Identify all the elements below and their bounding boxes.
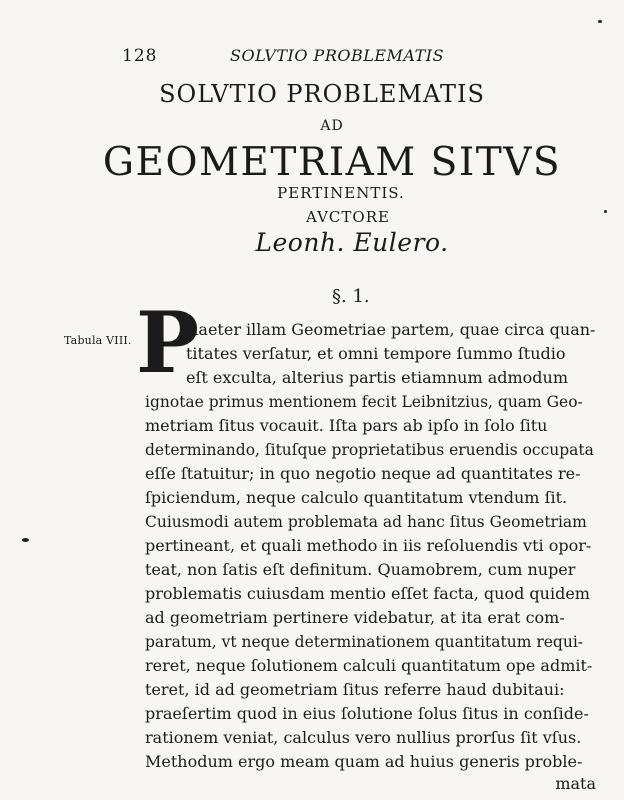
ink-speck: [604, 210, 607, 213]
text-line: praeſertim quod in eius ſolutione ſolus ſitus in conſide-: [145, 704, 589, 723]
section-heading: §. 1.: [332, 286, 370, 307]
ink-speck: [598, 20, 602, 23]
title-line-pertinentis: PERTINENTIS.: [277, 184, 405, 202]
text-line: problematis cuiusdam mentio eſſet facta, quod quidem: [145, 584, 590, 603]
text-line: titates verſatur, et omni tempore ſummo ſtudio: [186, 344, 566, 363]
text-line: ignotae primus mentionem fecit Leibnitzius, quam Geo-: [145, 393, 583, 411]
text-line: teret, id ad geometriam ſitus referre haud dubitaui:: [145, 680, 565, 699]
page-number: 128: [122, 46, 158, 66]
text-line: Raeter illam Geometriae partem, quae circa quan-: [186, 320, 596, 339]
text-line: eſſe ſtatuitur; in quo negotio neque ad quantitates re-: [145, 464, 581, 483]
author-name: Leonh. Eulero.: [255, 228, 449, 257]
text-line: pertineant, et quali methodo in iis reſoluendis vti opor-: [145, 536, 592, 555]
title-line-auctore: AVCTORE: [306, 208, 390, 226]
running-title: SOLVTIO PROBLEMATIS: [230, 46, 445, 65]
text-line: Methodum ergo meam quam ad huius generis proble-: [145, 752, 583, 771]
text-line: determinando, ſituſque proprietatibus eruendis occupata: [145, 441, 594, 459]
text-line: rationem veniat, calculus vero nullius prorſus ſit vſus.: [145, 728, 582, 747]
text-line: teat, non ſatis eſt definitum. Quamobrem, cum nuper: [145, 560, 576, 579]
drop-cap: P: [136, 293, 200, 392]
text-line: Cuiusmodi autem problemata ad hanc ſitus Geometriam: [145, 513, 587, 531]
text-line: ad geometriam pertinere videbatur, at ita erat com-: [145, 608, 565, 627]
margin-note: Tabula VIII.: [64, 334, 132, 347]
title-line-geometriam: GEOMETRIAM SITVS: [102, 140, 562, 185]
title-line-solutio: SOLVTIO PROBLEMATIS: [159, 80, 485, 108]
text-line: paratum, vt neque determinationem quantitatum requi-: [145, 633, 584, 651]
text-line: eſt exculta, alterius partis etiamnum admodum: [186, 368, 569, 387]
text-line: ſpiciendum, neque calculo quantitatum vtendum ſit.: [145, 488, 568, 507]
text-line: reret, neque ſolutionem calculi quantitatum ope admit-: [145, 656, 593, 675]
text-line: metriam ſitus vocauit. Iſta pars ab ipſo in ſolo ſitu: [145, 416, 548, 435]
catchword: mata: [555, 774, 596, 793]
title-line-ad: AD: [320, 118, 344, 134]
ink-speck: [22, 538, 29, 542]
running-head: [0, 46, 624, 70]
